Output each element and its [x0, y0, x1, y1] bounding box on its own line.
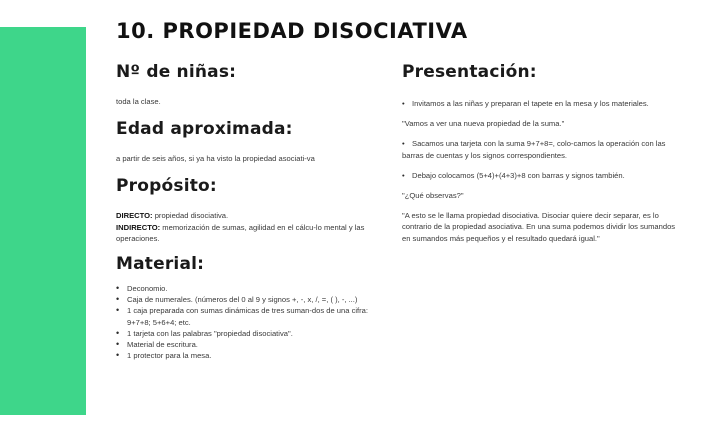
presentacion-p6: "A esto se le llama propiedad disociativa. Disociar quiere decir separar, es lo contrario de la propiedad asociativa. En una suma podemos dividir los sumandos en sumandos más pequeños y el resultado quedará igual." — [402, 211, 676, 243]
green-accent-bar — [0, 27, 86, 415]
presentacion-p3-text: Sacamos una tarjeta con la suma 9+7+8=, colo-camos la operación con las barras de cuentas y los signos correspondientes. — [402, 139, 666, 160]
directo-label: DIRECTO: — [116, 211, 153, 221]
edad-text: a partir de seis años, si ya ha visto la propiedad asociati-va — [116, 154, 315, 164]
indirecto-label: INDIRECTO: — [116, 222, 161, 232]
presentacion-p4 — [402, 170, 682, 181]
material-item: • 1 tarjeta con las palabras "propiedad disociativa". — [116, 328, 384, 339]
material-item: • 1 protector para la mesa. — [116, 350, 384, 361]
ninas-heading: Nº de niñas: — [116, 62, 237, 82]
material-item: • Deconomio. — [116, 283, 384, 294]
proposito-heading: Propósito: — [116, 176, 217, 197]
presentacion-p4-text: Debajo colocamos (5+4)+(4+3)+8 con barras y signos también. — [412, 170, 625, 180]
bullet-glyph: • — [402, 170, 405, 180]
directo-line — [116, 210, 384, 221]
right-column — [402, 62, 682, 244]
material-heading: Material: — [116, 254, 205, 275]
presentacion-p5: "¿Qué observas?" — [402, 191, 464, 201]
indirecto-text: memorización de sumas, agilidad en el cálcu-lo mental y las operaciones. — [116, 222, 365, 243]
indirecto-line — [116, 222, 384, 244]
material-item: • Material de escritura. — [116, 339, 384, 350]
page-title: 10. PROPIEDAD DISOCIATIVA — [116, 19, 468, 43]
presentacion-p3 — [402, 138, 682, 160]
bullet-glyph: • — [402, 139, 405, 149]
directo-text: propiedad disociativa. — [152, 211, 229, 221]
bullet-glyph: • — [402, 99, 405, 108]
edad-heading: Edad aproximada: — [116, 119, 293, 140]
left-column — [116, 62, 384, 361]
presentacion-p1-text: Invitamos a las niñas y preparan el tapete en la mesa y los materiales. — [412, 99, 649, 108]
material-list — [116, 283, 384, 361]
presentacion-p1 — [402, 98, 682, 109]
material-item: • Caja de numerales. (números del 0 al 9 y signos +, -, x, /, =, ( ), -, ...) — [116, 294, 384, 305]
ninas-text: toda la clase. — [116, 97, 161, 106]
presentacion-p2: "Vamos a ver una nueva propiedad de la suma." — [402, 119, 565, 129]
material-item: • 1 caja preparada con sumas dinámicas de tres suman-dos de una cifra: 9+7+8; 5+6+4; etc. — [116, 305, 384, 327]
presentacion-heading: Presentación: — [402, 62, 537, 82]
